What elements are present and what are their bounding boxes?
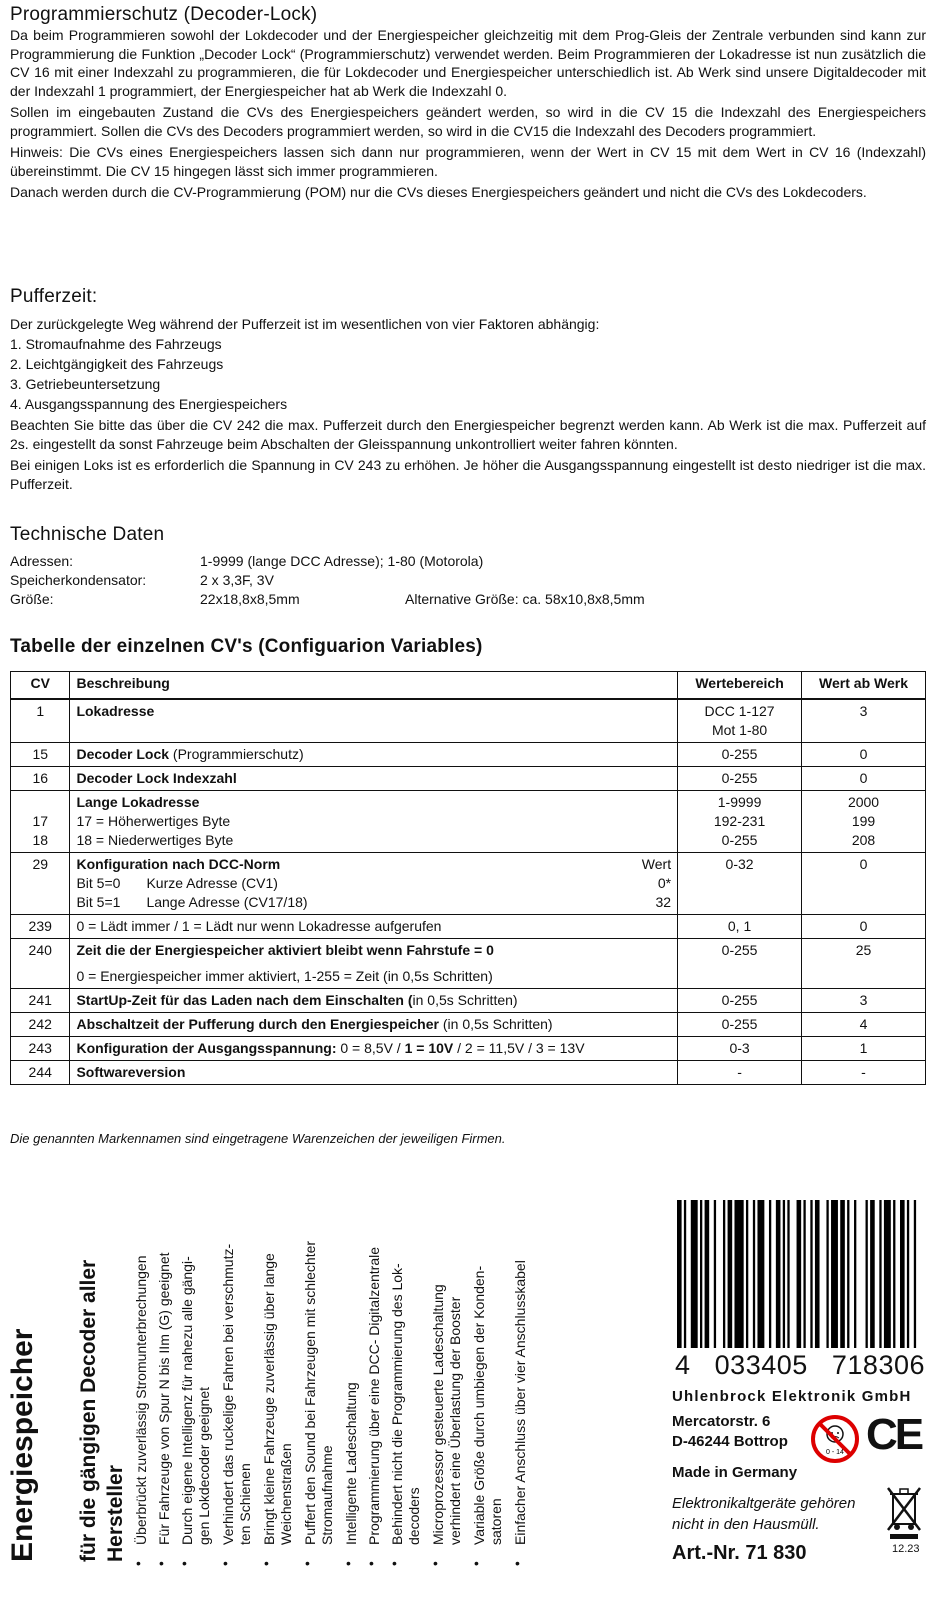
cell-range: 0-255 <box>678 743 802 767</box>
bullet-icon: • <box>515 1555 520 1571</box>
cell-default: 0 <box>802 853 926 915</box>
table-row <box>11 1013 926 1037</box>
feature-line: Puffert den Sound bei Fahrzeugen mit schlechter <box>302 1240 318 1545</box>
paragraph: Bei einigen Loks ist es erforderlich die Spannung in CV 243 zu erhöhen. Je höher die Ausgangsspannung eingestellt ist desto niedriger ist die max. Pufferzeit. <box>10 457 926 492</box>
bullet-icon: • <box>305 1555 310 1571</box>
cell-range: 0-3 <box>678 1037 802 1061</box>
cell-range: - <box>678 1061 802 1085</box>
trademark-footnote: Die genannten Markennamen sind eingetragene Warenzeichen der jeweiligen Firmen. <box>10 1131 506 1146</box>
table-row <box>11 767 926 791</box>
paragraph: Beachten Sie bitte das über die CV 242 die max. Pufferzeit durch den Energiespeicher begrenzt werden kann. Ab Werk ist die max. Pufferzeit auf 2s. eingestellt da sonst Fahrzeuge beim Abschalten der Gleisspannung unkontrolliert weiter fahren könnten. <box>10 417 926 452</box>
desc-bold: Zeit die der Energiespeicher aktiviert bleibt wenn Fahrstufe = 0 <box>76 942 494 958</box>
cell-desc <box>70 743 678 767</box>
bit-desc: Kurze Adresse (CV1) <box>146 875 278 891</box>
cell-cv: 244 <box>11 1061 70 1085</box>
paragraph: Sollen im eingebauten Zustand die CVs des Energiespeichers geändert werden, so wird in die CV 15 die Indexzahl des Energiespeichers programmiert. Sollen die CVs des Decoders programmiert werden, so wird in die CV15 die Indexzahl des Decoders programmiert. <box>10 104 926 139</box>
paragraph: Da beim Programmieren sowohl der Lokdecoder und der Energiespeicher gleichzeitig mit dem Prog-Gleis der Zentrale verbunden sind kann zur Programmierung die Funktion „Decoder Lock“ (Programmierschutz) verwendet werden. Beim Programmieren der Lokadresse ist nun zusätzlich die CV 16 mit einer Indexzahl zu programmieren, die für Lokdecoder und Energiespeicher unterschiedlich ist. Ab Werk sind unsere Digitaldecoder mit der Indexzahl 1 programmiert, der Energiespeicher hat ab Werk die Indexzahl 0. <box>10 27 926 99</box>
feature-line: Behindert nicht die Programmierung des Lok- <box>389 1263 405 1545</box>
section-cv-tabelle <box>10 636 926 658</box>
feature-line: Programmierung über eine DCC- Digitalzentrale <box>366 1246 382 1545</box>
bit-key: Bit 5=0 <box>76 875 121 891</box>
table-row <box>11 915 926 939</box>
label-title: Energiespeicher <box>6 1328 39 1562</box>
desc-bold: Konfiguration nach DCC-Norm <box>76 856 281 872</box>
cell-desc: Decoder Lock Indexzahl <box>70 767 678 791</box>
cell-desc <box>70 1013 678 1037</box>
tech-value: 2 x 3,3F, 3V <box>200 572 274 588</box>
desc-bold: Decoder Lock <box>76 746 170 762</box>
range-line: Mot 1-80 <box>711 722 768 738</box>
age-range-text: 0 - 14 <box>826 1449 844 1456</box>
tech-value: 22x18,8x8,5mm <box>200 591 300 607</box>
bit-key: Bit 5=1 <box>76 894 121 910</box>
table-row <box>11 853 926 915</box>
table-row <box>11 699 926 743</box>
bit-desc: Lange Adresse (CV17/18) <box>146 894 308 910</box>
cell-cv: 243 <box>11 1037 70 1061</box>
list-item: 4. Ausgangsspannung des Energiespeichers <box>10 396 288 412</box>
bit-value: 0* <box>657 875 672 891</box>
cell-range <box>678 699 802 743</box>
section-pufferzeit <box>10 286 926 496</box>
feature-item <box>389 1263 423 1545</box>
range-line: 192-231 <box>713 813 766 829</box>
cell-desc: Softwareversion <box>70 1061 678 1085</box>
bullet-icon: • <box>369 1555 374 1571</box>
section-title: Programmierschutz (Decoder-Lock) <box>10 4 318 25</box>
feature-line: Intelligente Ladeschaltung <box>343 1382 359 1545</box>
feature-line: Variable Größe durch umbiegen der Konden- <box>471 1265 487 1545</box>
feature-item <box>512 1260 529 1545</box>
feature-line: Verhindert das ruckelige Fahren bei verschmutz- <box>220 1243 236 1545</box>
cell-default: 3 <box>802 989 926 1013</box>
feature-item <box>179 1256 213 1545</box>
print-date: 12.23 <box>892 1543 920 1555</box>
section-title: Tabelle der einzelnen CV's (Configuarion Variables) <box>10 636 483 657</box>
feature-line: Microprozessor gesteuerte Ladeschaltung <box>430 1284 446 1545</box>
desc-normal: in 0,5s Schritten) <box>412 992 518 1008</box>
list-item: 3. Getriebeuntersetzung <box>10 376 161 392</box>
desc-bold: Lange Lokadresse <box>76 794 200 810</box>
feature-item <box>220 1244 254 1545</box>
barcode-digit-group: 4 <box>675 1350 691 1380</box>
feature-line: Durch eigene Intelligenz für nahezu alle gängi- <box>179 1256 195 1545</box>
cell-range: 0-255 <box>678 989 802 1013</box>
paragraph: Der zurückgelegte Weg während der Pufferzeit ist im wesentlichen von vier Faktoren abhängig: <box>10 316 600 332</box>
feature-line: Weichenstraßen <box>278 1443 294 1545</box>
table-row <box>11 1037 926 1061</box>
tech-row <box>10 590 926 609</box>
cell-cv <box>11 791 70 853</box>
cv-line: 17 <box>32 813 49 829</box>
tech-label: Größe: <box>10 591 54 607</box>
barcode <box>675 1200 925 1348</box>
feature-item <box>366 1247 383 1545</box>
range-line: 0-255 <box>721 832 758 848</box>
section-title: Pufferzeit: <box>10 286 98 307</box>
cell-default: - <box>802 1061 926 1085</box>
paragraph: Danach werden durch die CV-Programmierung (POM) nur die CVs dieses Energiespeichers geändert und nicht die CVs des Lokdecoders. <box>10 184 867 200</box>
feature-item <box>302 1241 336 1545</box>
cell-default: 0 <box>802 767 926 791</box>
label-subtitle: für die gängigen Decoder aller <box>77 1259 100 1562</box>
feature-line: Bringt kleine Fahrzeuge zuverlässig über lange <box>261 1253 277 1545</box>
cell-desc <box>70 1037 678 1061</box>
cell-cv: 240 <box>11 939 70 989</box>
bit-value: 32 <box>655 894 672 910</box>
age-warning-icon <box>810 1414 860 1464</box>
feature-item <box>133 1256 150 1545</box>
feature-item <box>471 1266 505 1545</box>
cell-desc <box>70 989 678 1013</box>
bullet-icon: • <box>392 1555 397 1571</box>
bullet-icon: • <box>182 1555 187 1571</box>
weee-line: Elektronikaltgeräte gehören <box>672 1495 856 1512</box>
table-row <box>11 743 926 767</box>
cell-range: 0, 1 <box>678 915 802 939</box>
table-row <box>11 791 926 853</box>
feature-line: Stromaufnahme <box>319 1445 335 1545</box>
city: D-46244 Bottrop <box>672 1433 788 1450</box>
desc-normal: / 2 = 11,5V / 3 = 13V <box>453 1040 585 1056</box>
cell-desc <box>70 939 678 989</box>
barcode-digit-group: 718306 <box>831 1350 925 1380</box>
feature-line: Einfacher Anschluss über vier Anschlusskabel <box>512 1260 528 1545</box>
list-item: 1. Stromaufnahme des Fahrzeugs <box>10 336 222 352</box>
list-item: 2. Leichtgängigkeit des Fahrzeugs <box>10 356 224 372</box>
desc-line: 18 = Niederwertiges Byte <box>76 832 234 848</box>
section-technische-daten <box>10 524 926 609</box>
tech-value: 1-9999 (lange DCC Adresse); 1-80 (Motorola) <box>200 553 484 569</box>
desc-bold: Abschaltzeit der Pufferung durch den Energiespeicher <box>76 1016 439 1032</box>
weee-note <box>672 1493 855 1535</box>
cell-range <box>678 791 802 853</box>
tech-alt-value: Alternative Größe: ca. 58x10,8x8,5mm <box>405 591 645 607</box>
bullet-icon: • <box>223 1555 228 1571</box>
cell-range: 0-32 <box>678 853 802 915</box>
bullet-icon: • <box>346 1555 351 1571</box>
header-wert-ab-werk: Wert ab Werk <box>802 672 926 700</box>
header-wertebereich: Wertebereich <box>678 672 802 700</box>
cv-line: 18 <box>32 832 49 848</box>
cell-range: 0-255 <box>678 1013 802 1037</box>
range-line: 1-9999 <box>717 794 762 810</box>
cell-range: 0-255 <box>678 767 802 791</box>
desc-bold: StartUp-Zeit für das Laden nach dem Einschalten ( <box>76 992 413 1008</box>
feature-line: Für Fahrzeuge von Spur N bis IIm (G) geeignet <box>156 1252 172 1545</box>
wert-label: Wert <box>641 856 672 872</box>
desc-bold: Konfiguration der Ausgangsspannung: <box>76 1040 337 1056</box>
cell-cv: 16 <box>11 767 70 791</box>
cell-cv: 1 <box>11 699 70 743</box>
cell-cv: 239 <box>11 915 70 939</box>
feature-line: decoders <box>406 1487 422 1545</box>
cell-cv: 15 <box>11 743 70 767</box>
cell-cv: 29 <box>11 853 70 915</box>
tech-row <box>10 571 926 590</box>
feature-item <box>343 1382 360 1545</box>
default-line: 199 <box>851 813 876 829</box>
bullet-icon: • <box>159 1555 164 1571</box>
feature-item <box>430 1284 464 1545</box>
tech-label: Adressen: <box>10 553 74 569</box>
cell-desc: 0 = Lädt immer / 1 = Lädt nur wenn Lokadresse aufgerufen <box>70 915 678 939</box>
section-title: Technische Daten <box>10 524 165 545</box>
ce-mark-icon: CE <box>866 1410 922 1459</box>
company-name: Uhlenbrock Elektronik GmbH <box>672 1388 912 1405</box>
article-number: Art.-Nr. 71 830 <box>672 1542 807 1564</box>
table-row <box>11 939 926 989</box>
cell-cv: 241 <box>11 989 70 1013</box>
weee-line: nicht in den Hausmüll. <box>672 1516 820 1533</box>
header-cv: CV <box>11 672 70 700</box>
section-programmierschutz <box>10 4 926 205</box>
bullet-icon: • <box>433 1555 438 1571</box>
cell-range: 0-255 <box>678 939 802 989</box>
bullet-icon: • <box>474 1555 479 1571</box>
cell-default: 0 <box>802 743 926 767</box>
feature-item <box>261 1253 295 1545</box>
tech-row <box>10 552 926 571</box>
cell-desc <box>70 853 678 915</box>
range-line: DCC 1-127 <box>704 703 775 719</box>
bullet-icon: • <box>136 1555 141 1571</box>
feature-line: Überbrückt zuverlässig Stromunterbrechungen <box>133 1255 149 1545</box>
cell-default: 0 <box>802 915 926 939</box>
cell-default: 3 <box>802 699 926 743</box>
table-header-row <box>11 672 926 700</box>
cv-table <box>10 671 926 1085</box>
tech-label: Speicherkondensator: <box>10 572 147 588</box>
desc-normal: 0 = 8,5V / <box>336 1040 405 1056</box>
weee-bin-icon <box>884 1484 924 1540</box>
cell-cv: 242 <box>11 1013 70 1037</box>
feature-line: verhindert eine Überlastung der Booster <box>447 1296 463 1545</box>
feature-line: satoren <box>488 1498 504 1545</box>
barcode-digit-group: 033405 <box>714 1350 808 1380</box>
desc-bold: 1 = 10V <box>404 1040 454 1056</box>
feature-line: ten Schienen <box>237 1463 253 1545</box>
label-subtitle: Hersteller <box>104 1465 127 1562</box>
cell-desc <box>70 791 678 853</box>
made-in: Made in Germany <box>672 1464 798 1481</box>
bullet-icon: • <box>264 1555 269 1571</box>
cell-default: 25 <box>802 939 926 989</box>
desc-normal: (Programmierschutz) <box>169 746 304 762</box>
feature-line: gen Lokdecoder geeignet <box>196 1386 212 1545</box>
table-row <box>11 1061 926 1085</box>
header-beschreibung: Beschreibung <box>70 672 678 700</box>
feature-item <box>156 1252 173 1545</box>
cell-default <box>802 791 926 853</box>
cell-desc: Lokadresse <box>70 699 678 743</box>
table-row <box>11 989 926 1013</box>
default-line: 208 <box>851 832 876 848</box>
cell-default: 1 <box>802 1037 926 1061</box>
desc-normal: (in 0,5s Schritten) <box>438 1016 553 1032</box>
cell-default: 4 <box>802 1013 926 1037</box>
paragraph: Hinweis: Die CVs eines Energiespeichers lassen sich dann nur programmieren, wenn der Wert in CV 15 mit dem Wert in CV 16 (Indexzahl) übereinstimmt. Die CV 15 hingegen lässt sich immer programmieren. <box>10 144 926 179</box>
barcode-digits <box>675 1350 925 1381</box>
street: Mercatorstr. 6 <box>672 1413 771 1430</box>
desc-line: 17 = Höherwertiges Byte <box>76 813 231 829</box>
desc-line: 0 = Energiespeicher immer aktiviert, 1-255 = Zeit (in 0,5s Schritten) <box>76 968 493 984</box>
default-line: 2000 <box>847 794 880 810</box>
